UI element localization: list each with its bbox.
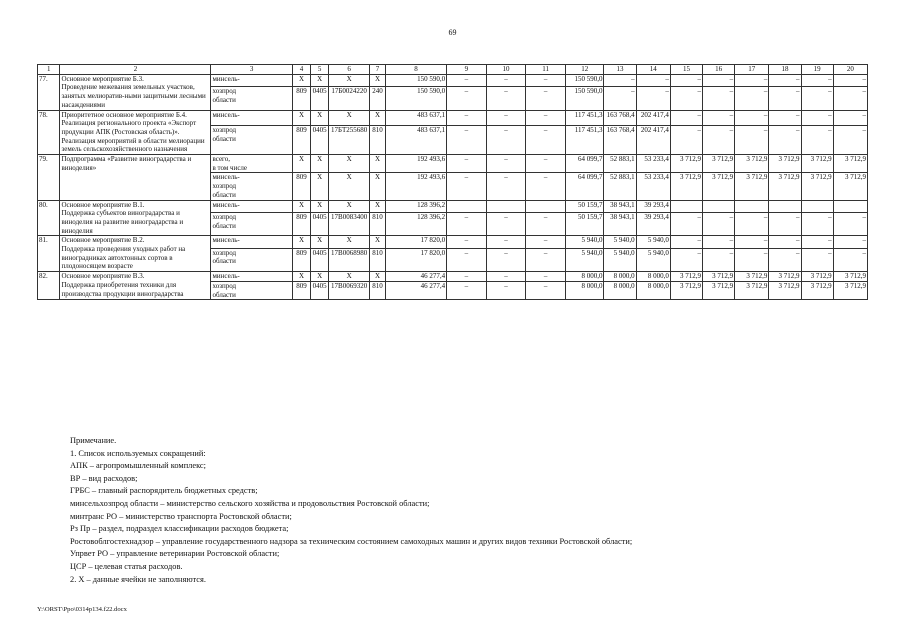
row-number: 77. <box>38 74 60 110</box>
executor-cell: хозпрод области <box>211 125 292 154</box>
value-cell-c6: 17БТ255680 <box>329 125 370 154</box>
header-cell: 15 <box>670 65 702 75</box>
value-cell-c7: 810 <box>369 212 385 235</box>
value-cell-c18: – <box>769 74 801 86</box>
note-line: АПК – агропромышленный комплекс; <box>70 461 206 471</box>
executor-cell: минсель- <box>211 236 292 248</box>
value-cell-c7: 810 <box>369 281 385 299</box>
note-line: ГРБС – главный распорядитель бюджетных средств; <box>70 486 258 496</box>
value-cell-c8: 128 396,2 <box>386 200 447 212</box>
value-cell-c9 <box>447 200 487 212</box>
value-cell-c7: X <box>369 236 385 248</box>
value-cell-c14: – <box>636 74 670 86</box>
value-cell-c16: – <box>703 236 735 248</box>
row-number: 80. <box>38 200 60 236</box>
value-cell-c5: X <box>311 200 329 212</box>
value-cell-c7: X <box>369 155 385 173</box>
value-cell-c15: – <box>670 110 702 125</box>
value-cell-c16: 3 712,9 <box>703 173 735 200</box>
value-cell-c17: 3 712,9 <box>735 173 769 200</box>
value-cell-c9: – <box>447 272 487 282</box>
value-cell-c19: – <box>801 74 833 86</box>
value-cell-c9: – <box>447 74 487 86</box>
note-line: минтранс РО – министерство транспорта Ростовской области; <box>70 511 292 521</box>
value-cell-c9: – <box>447 281 487 299</box>
value-cell-c8: 17 820,0 <box>386 236 447 248</box>
value-cell-c19: – <box>801 236 833 248</box>
value-cell-c4: 809 <box>292 248 310 271</box>
value-cell-c15: – <box>670 212 702 235</box>
value-cell-c14: 8 000,0 <box>636 272 670 282</box>
value-cell-c19: 3 712,9 <box>801 272 833 282</box>
value-cell-c19: 3 712,9 <box>801 173 833 200</box>
header-cell: 13 <box>604 65 636 75</box>
value-cell-c4: 809 <box>292 281 310 299</box>
value-cell-c6: X <box>329 272 370 282</box>
executor-cell: минсель- <box>211 200 292 212</box>
value-cell-c8: 46 277,4 <box>386 272 447 282</box>
value-cell-c20: 3 712,9 <box>833 272 867 282</box>
value-cell-c8: 150 590,0 <box>386 74 447 86</box>
value-cell-c7: 810 <box>369 125 385 154</box>
header-cell: 16 <box>703 65 735 75</box>
value-cell-c15 <box>670 200 702 212</box>
value-cell-c9: – <box>447 236 487 248</box>
value-cell-c9: – <box>447 87 487 110</box>
value-cell-c17 <box>735 200 769 212</box>
value-cell-c19: 3 712,9 <box>801 281 833 299</box>
value-cell-c10: – <box>486 87 526 110</box>
header-cell: 18 <box>769 65 801 75</box>
value-cell-c8: 150 590,0 <box>386 87 447 110</box>
value-cell-c4: 809 <box>292 212 310 235</box>
value-cell-c5: 0405 <box>311 125 329 154</box>
value-cell-c18: – <box>769 110 801 125</box>
value-cell-c12: 117 451,3 <box>565 110 604 125</box>
value-cell-c13: 5 940,0 <box>604 236 636 248</box>
value-cell-c8: 192 493,6 <box>386 173 447 200</box>
value-cell-c14: 5 940,0 <box>636 236 670 248</box>
value-cell-c7: 240 <box>369 87 385 110</box>
value-cell-c17: – <box>735 236 769 248</box>
value-cell-c10: – <box>486 110 526 125</box>
value-cell-c11 <box>526 200 566 212</box>
table-row <box>38 272 868 282</box>
value-cell-c18: – <box>769 212 801 235</box>
value-cell-c6: 17В0068980 <box>329 248 370 271</box>
value-cell-c6: 17В0069320 <box>329 281 370 299</box>
value-cell-c7: X <box>369 74 385 86</box>
value-cell-c16: – <box>703 248 735 271</box>
value-cell-c18: 3 712,9 <box>769 281 801 299</box>
value-cell-c20: 3 712,9 <box>833 155 867 173</box>
value-cell-c13: 38 943,1 <box>604 212 636 235</box>
value-cell-c11: – <box>526 155 566 173</box>
value-cell-c17: – <box>735 110 769 125</box>
activity-name: Основное мероприятие В.3. Поддержка приобретения техники для производства продукции виноградарства <box>60 272 211 300</box>
value-cell-c13: – <box>604 74 636 86</box>
header-cell: 9 <box>447 65 487 75</box>
value-cell-c20: – <box>833 110 867 125</box>
executor-cell: минсель- хозпрод области <box>211 173 292 200</box>
value-cell-c14: 39 293,4 <box>636 200 670 212</box>
value-cell-c14: 39 293,4 <box>636 212 670 235</box>
value-cell-c14: 202 417,4 <box>636 125 670 154</box>
header-cell: 20 <box>833 65 867 75</box>
value-cell-c11: – <box>526 125 566 154</box>
value-cell-c11: – <box>526 236 566 248</box>
value-cell-c9: – <box>447 248 487 271</box>
value-cell-c11: – <box>526 212 566 235</box>
row-number: 79. <box>38 155 60 201</box>
value-cell-c17: – <box>735 125 769 154</box>
value-cell-c12: 50 159,7 <box>565 200 604 212</box>
value-cell-c5: X <box>311 236 329 248</box>
value-cell-c12: 150 590,0 <box>565 87 604 110</box>
value-cell-c11: – <box>526 87 566 110</box>
value-cell-c6: X <box>329 173 370 200</box>
value-cell-c15: – <box>670 125 702 154</box>
value-cell-c11: – <box>526 281 566 299</box>
header-cell: 4 <box>292 65 310 75</box>
value-cell-c5: X <box>311 272 329 282</box>
header-cell: 2 <box>60 65 211 75</box>
value-cell-c4: X <box>292 155 310 173</box>
note-line: Ростовоблгостехнадзор – управление государственного надзора за техническим состоянием самоходных машин и других видов техники Ростовской области; <box>70 536 633 546</box>
value-cell-c4: 809 <box>292 125 310 154</box>
value-cell-c14: – <box>636 87 670 110</box>
activity-name: Основное мероприятие Б.3. Проведение межевания земельных участков, занятых мелиоратив-ными защитными лесными насаждениями <box>60 74 211 110</box>
value-cell-c20: – <box>833 212 867 235</box>
value-cell-c13: – <box>604 87 636 110</box>
value-cell-c5: 0405 <box>311 248 329 271</box>
value-cell-c19: – <box>801 125 833 154</box>
value-cell-c11: – <box>526 74 566 86</box>
executor-cell: минсель- <box>211 74 292 86</box>
value-cell-c16: – <box>703 87 735 110</box>
value-cell-c9: – <box>447 125 487 154</box>
value-cell-c14: 8 000,0 <box>636 281 670 299</box>
header-cell: 5 <box>311 65 329 75</box>
value-cell-c16: 3 712,9 <box>703 281 735 299</box>
executor-cell: всего, в том числе <box>211 155 292 173</box>
value-cell-c18: – <box>769 248 801 271</box>
value-cell-c10: – <box>486 236 526 248</box>
value-cell-c16: – <box>703 74 735 86</box>
value-cell-c6: X <box>329 236 370 248</box>
value-cell-c4: X <box>292 200 310 212</box>
value-cell-c5: X <box>311 155 329 173</box>
value-cell-c4: 809 <box>292 173 310 200</box>
header-cell: 7 <box>369 65 385 75</box>
value-cell-c15: 3 712,9 <box>670 281 702 299</box>
value-cell-c19: – <box>801 248 833 271</box>
value-cell-c7: X <box>369 272 385 282</box>
value-cell-c4: X <box>292 272 310 282</box>
value-cell-c19 <box>801 200 833 212</box>
value-cell-c12: 150 590,0 <box>565 74 604 86</box>
note-line: Рз Пр – раздел, подраздел классификации расходов бюджета; <box>70 524 289 534</box>
header-cell: 1 <box>38 65 60 75</box>
value-cell-c13: 5 940,0 <box>604 248 636 271</box>
value-cell-c5: 0405 <box>311 212 329 235</box>
header-cell: 8 <box>386 65 447 75</box>
value-cell-c17: – <box>735 87 769 110</box>
value-cell-c14: 202 417,4 <box>636 110 670 125</box>
row-number: 78. <box>38 110 60 155</box>
table-row <box>38 74 868 86</box>
value-cell-c19: 3 712,9 <box>801 155 833 173</box>
value-cell-c14: 53 233,4 <box>636 155 670 173</box>
value-cell-c5: 0405 <box>311 87 329 110</box>
row-number: 82. <box>38 272 60 300</box>
value-cell-c12: 64 099,7 <box>565 173 604 200</box>
value-cell-c8: 46 277,4 <box>386 281 447 299</box>
value-cell-c11: – <box>526 173 566 200</box>
header-cell: 19 <box>801 65 833 75</box>
value-cell-c7: X <box>369 200 385 212</box>
header-cell: 11 <box>526 65 566 75</box>
value-cell-c9: – <box>447 155 487 173</box>
executor-cell: хозпрод области <box>211 87 292 110</box>
executor-cell: хозпрод области <box>211 248 292 271</box>
note-line: Упрвет РО – управление ветеринарии Ростовской области; <box>70 549 280 559</box>
row-number: 81. <box>38 236 60 272</box>
value-cell-c17: 3 712,9 <box>735 281 769 299</box>
value-cell-c12: 5 940,0 <box>565 236 604 248</box>
value-cell-c15: 3 712,9 <box>670 155 702 173</box>
value-cell-c14: 5 940,0 <box>636 248 670 271</box>
value-cell-c4: 809 <box>292 87 310 110</box>
value-cell-c16: 3 712,9 <box>703 155 735 173</box>
value-cell-c11: – <box>526 248 566 271</box>
value-cell-c18: – <box>769 87 801 110</box>
value-cell-c6: X <box>329 74 370 86</box>
value-cell-c16 <box>703 200 735 212</box>
header-cell: 10 <box>486 65 526 75</box>
header-cell: 12 <box>565 65 604 75</box>
value-cell-c16: – <box>703 110 735 125</box>
table-row <box>38 155 868 173</box>
value-cell-c8: 483 637,1 <box>386 125 447 154</box>
value-cell-c4: X <box>292 110 310 125</box>
value-cell-c18 <box>769 200 801 212</box>
value-cell-c7: 810 <box>369 248 385 271</box>
value-cell-c17: – <box>735 74 769 86</box>
activity-name: Основное мероприятие В.1. Поддержка субъектов виноградарства и виноделия на развитие виноградарства и виноделия <box>60 200 211 236</box>
value-cell-c18: 3 712,9 <box>769 173 801 200</box>
value-cell-c17: – <box>735 248 769 271</box>
value-cell-c9: – <box>447 173 487 200</box>
value-cell-c15: – <box>670 87 702 110</box>
value-cell-c20: – <box>833 236 867 248</box>
value-cell-c18: 3 712,9 <box>769 272 801 282</box>
value-cell-c13: 8 000,0 <box>604 281 636 299</box>
activity-name: Подпрограмма «Развитие виноградарства и виноделия» <box>60 155 211 201</box>
value-cell-c12: 64 099,7 <box>565 155 604 173</box>
value-cell-c20: – <box>833 248 867 271</box>
file-path-footer: Y:\ORST\Ppo\0314p134.f22.docx <box>37 606 127 613</box>
budget-table <box>37 64 868 300</box>
value-cell-c5: X <box>311 74 329 86</box>
value-cell-c10: – <box>486 281 526 299</box>
value-cell-c13: 38 943,1 <box>604 200 636 212</box>
value-cell-c10: – <box>486 125 526 154</box>
value-cell-c6: X <box>329 155 370 173</box>
table-row <box>38 236 868 248</box>
value-cell-c9: – <box>447 110 487 125</box>
table-row <box>38 200 868 212</box>
value-cell-c18: – <box>769 236 801 248</box>
value-cell-c7: X <box>369 173 385 200</box>
header-cell: 3 <box>211 65 292 75</box>
value-cell-c15: – <box>670 74 702 86</box>
note-line: Примечание. <box>70 436 117 445</box>
value-cell-c10: – <box>486 74 526 86</box>
value-cell-c12: 117 451,3 <box>565 125 604 154</box>
value-cell-c15: – <box>670 236 702 248</box>
value-cell-c15: 3 712,9 <box>670 173 702 200</box>
note-line: 1. Список используемых сокращений: <box>70 448 206 458</box>
value-cell-c10: – <box>486 155 526 173</box>
note-line: минсельхозпрод области – министерство сельского хозяйства и продовольствия Ростовской области; <box>70 498 430 508</box>
value-cell-c20: 3 712,9 <box>833 173 867 200</box>
value-cell-c15: – <box>670 248 702 271</box>
value-cell-c13: 52 883,1 <box>604 173 636 200</box>
value-cell-c7: X <box>369 110 385 125</box>
executor-cell: хозпрод области <box>211 281 292 299</box>
value-cell-c4: X <box>292 236 310 248</box>
value-cell-c5: X <box>311 110 329 125</box>
notes-section <box>70 435 632 586</box>
value-cell-c16: – <box>703 212 735 235</box>
value-cell-c10: – <box>486 212 526 235</box>
value-cell-c20: – <box>833 74 867 86</box>
activity-name: Основное мероприятие В.2. Поддержка проведения уходных работ на виноградниках автохтонных сортов в плодоносящем возрасте <box>60 236 211 272</box>
value-cell-c12: 5 940,0 <box>565 248 604 271</box>
value-cell-c20: 3 712,9 <box>833 281 867 299</box>
page-number: 69 <box>448 28 457 37</box>
value-cell-c8: 17 820,0 <box>386 248 447 271</box>
value-cell-c11: – <box>526 272 566 282</box>
value-cell-c12: 8 000,0 <box>565 281 604 299</box>
value-cell-c6: 17Б0024220 <box>329 87 370 110</box>
value-cell-c20 <box>833 200 867 212</box>
executor-cell: минсель- <box>211 272 292 282</box>
value-cell-c15: 3 712,9 <box>670 272 702 282</box>
value-cell-c20: – <box>833 125 867 154</box>
value-cell-c8: 128 396,2 <box>386 212 447 235</box>
value-cell-c8: 483 637,1 <box>386 110 447 125</box>
note-line: ВР – вид расходов; <box>70 473 138 483</box>
note-line: 2. Х – данные ячейки не заполняются. <box>70 574 206 584</box>
value-cell-c13: 52 883,1 <box>604 155 636 173</box>
activity-name: Приоритетное основное мероприятие Б.4. Реализация регионального проекта «Экспорт продукции АПК (Ростовская область)». Реализация мероприятий в области мелиорации земель сельскохозяйственного назначения <box>60 110 211 155</box>
value-cell-c6: 17В0083400 <box>329 212 370 235</box>
value-cell-c19: – <box>801 87 833 110</box>
value-cell-c10 <box>486 200 526 212</box>
value-cell-c12: 50 159,7 <box>565 212 604 235</box>
value-cell-c17: 3 712,9 <box>735 155 769 173</box>
value-cell-c14: 53 233,4 <box>636 173 670 200</box>
value-cell-c17: 3 712,9 <box>735 272 769 282</box>
value-cell-c6: X <box>329 200 370 212</box>
value-cell-c10: – <box>486 173 526 200</box>
value-cell-c9: – <box>447 212 487 235</box>
value-cell-c13: 163 768,4 <box>604 125 636 154</box>
value-cell-c13: 8 000,0 <box>604 272 636 282</box>
value-cell-c10: – <box>486 248 526 271</box>
header-cell: 17 <box>735 65 769 75</box>
executor-cell: хозпрод области <box>211 212 292 235</box>
value-cell-c18: 3 712,9 <box>769 155 801 173</box>
value-cell-c5: 0405 <box>311 281 329 299</box>
value-cell-c5: X <box>311 173 329 200</box>
value-cell-c16: – <box>703 125 735 154</box>
value-cell-c20: – <box>833 87 867 110</box>
value-cell-c10: – <box>486 272 526 282</box>
table-row <box>38 110 868 125</box>
value-cell-c13: 163 768,4 <box>604 110 636 125</box>
value-cell-c17: – <box>735 212 769 235</box>
executor-cell: минсель- <box>211 110 292 125</box>
note-line: ЦСР – целевая статья расходов. <box>70 561 183 571</box>
value-cell-c8: 192 493,6 <box>386 155 447 173</box>
header-row <box>38 65 868 75</box>
value-cell-c6: X <box>329 110 370 125</box>
value-cell-c12: 8 000,0 <box>565 272 604 282</box>
value-cell-c11: – <box>526 110 566 125</box>
header-cell: 6 <box>329 65 370 75</box>
header-cell: 14 <box>636 65 670 75</box>
value-cell-c19: – <box>801 212 833 235</box>
value-cell-c4: X <box>292 74 310 86</box>
value-cell-c18: – <box>769 125 801 154</box>
value-cell-c16: 3 712,9 <box>703 272 735 282</box>
value-cell-c19: – <box>801 110 833 125</box>
